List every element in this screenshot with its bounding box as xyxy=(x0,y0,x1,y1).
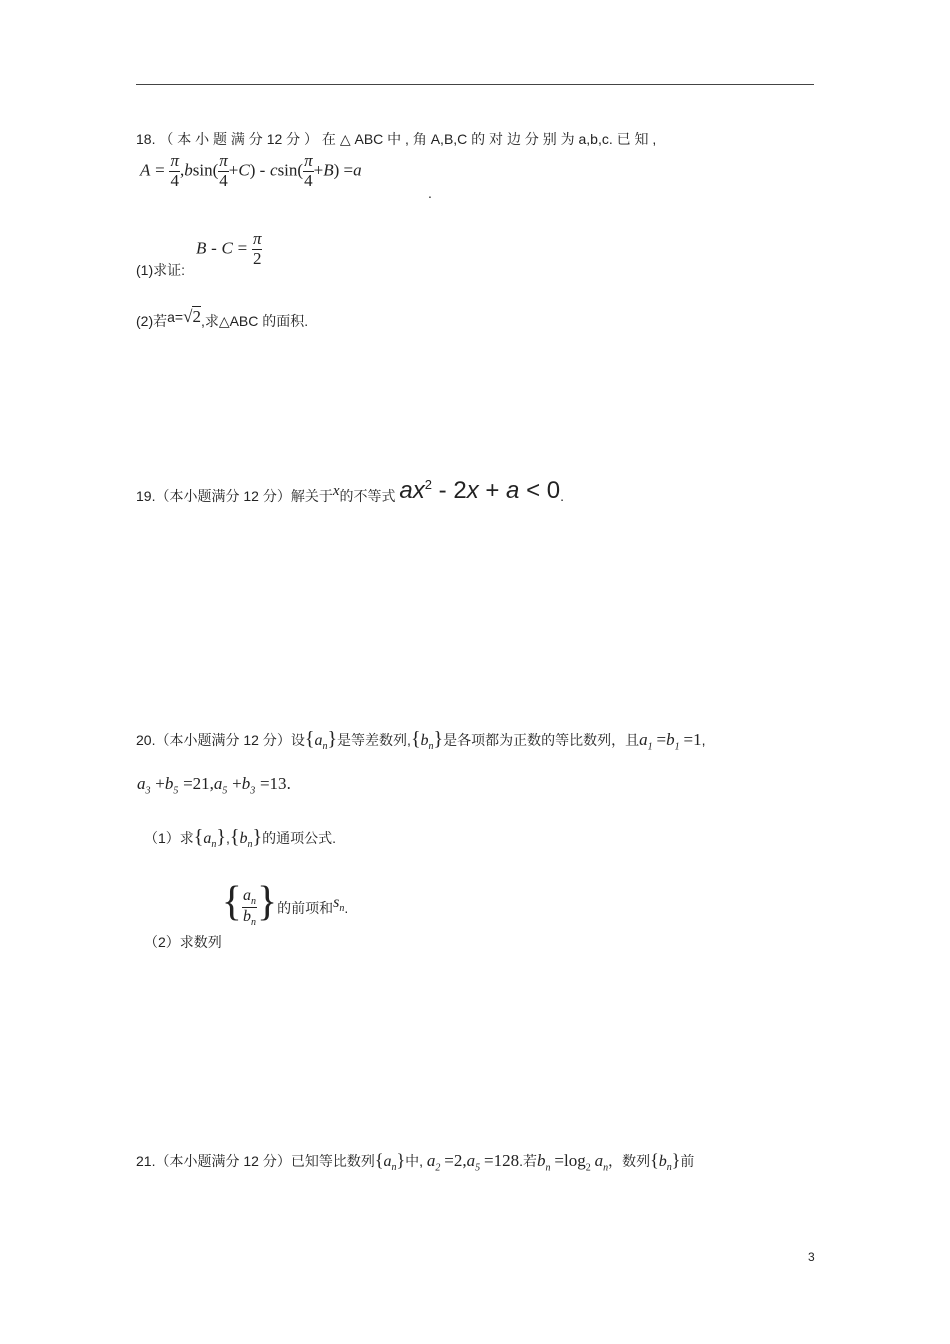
header-rule xyxy=(136,84,814,85)
q18-claim-formula: B - C = $\frac{\pi}{2}$ xyxy=(196,229,262,268)
q18-period: . xyxy=(428,185,432,201)
q18-part2: (2)若a=√2,求△ABC 的面积. xyxy=(136,307,309,329)
q20-part1: （1）求$\{a_n\},\{b_n\}$的通项公式. xyxy=(144,826,337,851)
q21-line: 21.（本小题满分 12 分）已知等比数列$\{a_n\}$中, $a_2 =2,a_5 =128$.若$b_n =\log_2$ $a_n$，数列$\{b_n\}$前 xyxy=(136,1150,695,1174)
q20-line2: $a_3 +b_5 =21,a_5 +b_3 =13$. xyxy=(137,774,291,797)
q20-part2: （2）求数列{ $\frac{a_n}{b_n}$ }的前项和$s_n$. xyxy=(144,879,349,950)
q20-line1: 20.（本小题满分 12 分）设$\{a_n\}$是等差数列$,\{b_n\}$是各项都为正数的等比数列，且$a_1 =b_1 =1$, xyxy=(136,728,706,753)
q18-part1: (1)求证: xyxy=(136,262,185,278)
page-number: 3 xyxy=(808,1250,815,1264)
q19-line: 19.（本小题满分 12 分）解关于x的不等式 $ax^2 - 2x + a < 0$. xyxy=(136,477,564,504)
q18-formula: A = $\frac{\pi}{4}$ ,bsin( $\frac{\pi}{4}$ +C) - csin( $\frac{\pi}{4}$ +B) =a xyxy=(140,151,362,190)
q18-line1: 18. （ 本 小 题 满 分 12 分 ） 在 △ ABC 中 , 角 A,B,C 的 对 边 分 别 为 a,b,c. 已 知 , xyxy=(136,131,657,147)
